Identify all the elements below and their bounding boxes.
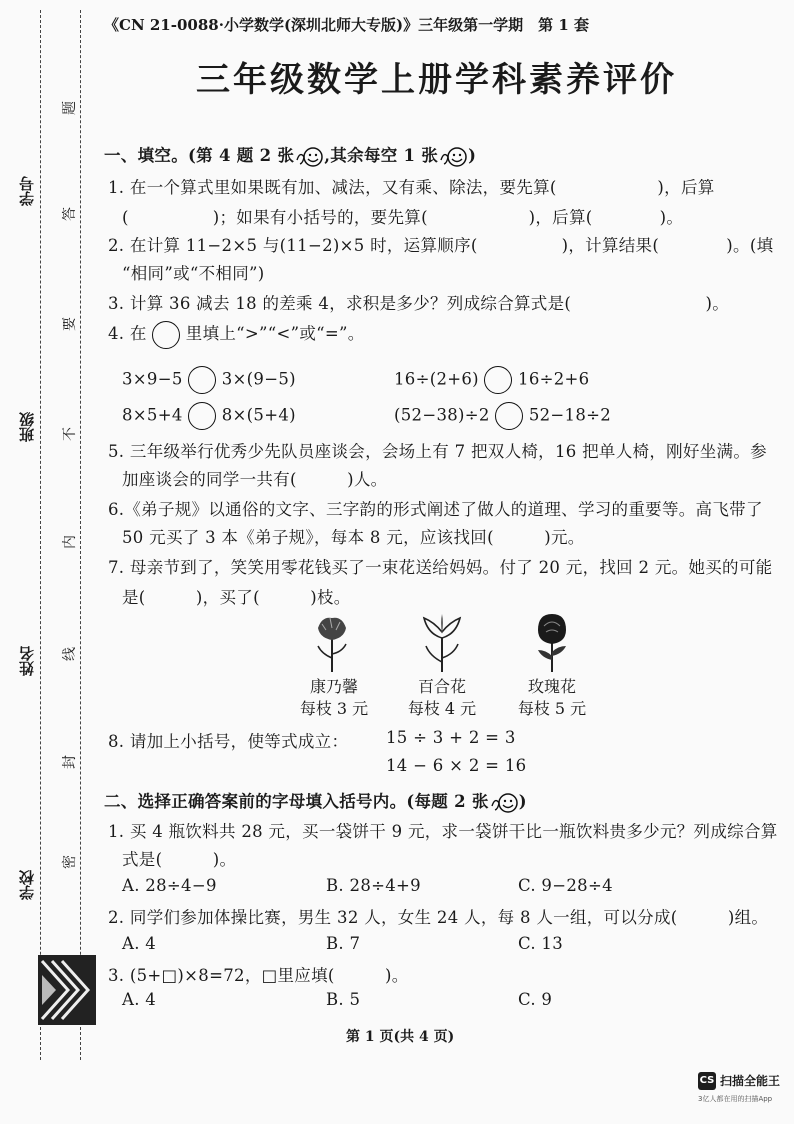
margin-char-yao: 要 [62,317,78,331]
carnation-icon [310,614,354,674]
q7-line2: 是( )，买了( )枝。 [122,588,351,607]
q8-intro: 8. 请加上小括号，使等式成立： [108,732,349,751]
compare-circle-example [152,321,180,349]
binding-line-outer [40,10,41,1060]
name-label: 姓名 [18,646,36,676]
q1-line1: 1. 在一个算式里如果既有加、减法，又有乘、除法，要先算( )，后算 [108,178,715,197]
class-label: 班级 [18,412,36,442]
rose-icon [530,612,574,674]
compare-circle-2[interactable] [484,366,512,394]
scanner-app-name: 扫描全能王 [720,1074,781,1088]
s2-q3-option-a[interactable]: A. 4 [122,990,157,1009]
q4-instruction: 4. 在 里填上“>”“<”或“=”。 [108,320,365,349]
s2-q2-option-c[interactable]: C. 13 [518,934,564,953]
q2-line2: “相同”或“不相同”) [122,264,265,283]
s2-q1-line2: 式是( )。 [122,850,237,869]
q2-line1: 2. 在计算 11−2×5 与(11−2)×5 时，运算顺序( )，计算结果( )。(填 [108,236,774,255]
s2-q3-option-b[interactable]: B. 5 [326,990,361,1009]
s2-q1-option-a[interactable]: A. 28÷4−9 [122,876,217,895]
scanner-logo-icon: CS [698,1072,716,1090]
school-label: 学校 [18,870,36,900]
q3-text: 3. 计算 36 减去 18 的差乘 4，求积是多少？列成综合算式是( )。 [108,294,730,313]
compare-item-3: 8×5+4 8×(5+4) [122,402,296,430]
margin-char-xian: 线 [62,647,78,661]
decorative-chevron-icon [38,955,96,1025]
q7-line1: 7. 母亲节到了，笑笑用零花钱买了一束花送给妈妈。付了 20 元，找回 2 元。她买的可能 [108,558,773,577]
q6-line2: 50 元买了 3 本《弟子规》，每本 8 元，应该找回( )元。 [122,528,585,547]
q1-line2: ( )；如果有小括号的，要先算( )，后算( )。 [122,208,684,227]
scanner-slogan: 3亿人都在用的扫描App [698,1095,773,1103]
compare-item-1: 3×9−5 3×(9−5) [122,366,296,394]
flower-name: 玫瑰花 [527,677,576,696]
flower-price: 每枝 4 元 [407,699,477,718]
margin-char-mi: 密 [62,855,78,869]
flower-name: 百合花 [417,677,466,696]
series-header: 《CN 21-0088·小学数学(深圳北师大专版)》三年级第一学期 第 1 套 [104,16,590,34]
compare-item-4: (52−38)÷2 52−18÷2 [394,402,611,430]
s2-q2-text: 2. 同学们参加体操比赛，男生 32 人，女生 24 人，每 8 人一组，可以分成( )组。 [108,908,769,927]
flower-name: 康乃馨 [309,677,358,696]
q6-line1: 6.《弟子规》以通俗的文字、三字韵的形式阐述了做人的道理、学习的重要等。高飞带了 [108,500,763,519]
q5-line2: 加座谈会的同学一共有( )人。 [122,470,388,489]
flower-price: 每枝 3 元 [299,699,369,718]
flower-price: 每枝 5 元 [517,699,587,718]
margin-char-nei: 内 [62,535,78,549]
margin-char-ti: 题 [62,101,78,115]
s2-q1-option-c[interactable]: C. 9−28÷4 [518,876,613,895]
flower-lily [404,676,480,720]
q8-equation-2: 14 − 6 × 2 = 16 [386,756,527,775]
q5-line1: 5. 三年级举行优秀少先队员座谈会，会场上有 7 把双人椅，16 把单人椅，刚好坐满。参 [108,442,767,461]
flower-carnation [296,676,372,720]
s2-q1-line1: 1. 买 4 瓶饮料共 28 元，买一袋饼干 9 元，求一袋饼干比一瓶饮料贵多少元？列成综合算 [108,822,778,841]
smiley-stamp-icon [438,146,468,168]
flower-rose [514,676,590,720]
margin-char-feng: 封 [62,755,78,769]
margin-char-bu: 不 [62,427,78,441]
binding-line-inner [80,10,81,1060]
s2-q3-option-c[interactable]: C. 9 [518,990,553,1009]
compare-item-2: 16÷(2+6) 16÷2+6 [394,366,589,394]
s2-q2-option-a[interactable]: A. 4 [122,934,157,953]
margin-char-da: 答 [62,207,78,221]
compare-circle-4[interactable] [495,402,523,430]
compare-circle-1[interactable] [188,366,216,394]
lily-icon [418,612,466,674]
s2-q2-option-b[interactable]: B. 7 [326,934,361,953]
smiley-stamp-icon [489,792,519,814]
s2-q3-text: 3. (5+□)×8=72，□里应填( )。 [108,966,409,985]
page-number: 第 1 页(共 4 页) [346,1029,455,1045]
section1-title: 一、填空。(第 4 题 2 张 ,其余每空 1 张 ) [104,142,476,168]
compare-circle-3[interactable] [188,402,216,430]
smiley-stamp-icon [294,146,324,168]
section2-title: 二、选择正确答案前的字母填入括号内。(每题 2 张 ) [104,788,527,814]
page-title: 三年级数学上册学科素养评价 [196,60,677,100]
student-number-label: 学号 [18,176,36,206]
s2-q1-option-b[interactable]: B. 28÷4+9 [326,876,421,895]
q8-equation-1: 15 ÷ 3 + 2 = 3 [386,728,516,747]
